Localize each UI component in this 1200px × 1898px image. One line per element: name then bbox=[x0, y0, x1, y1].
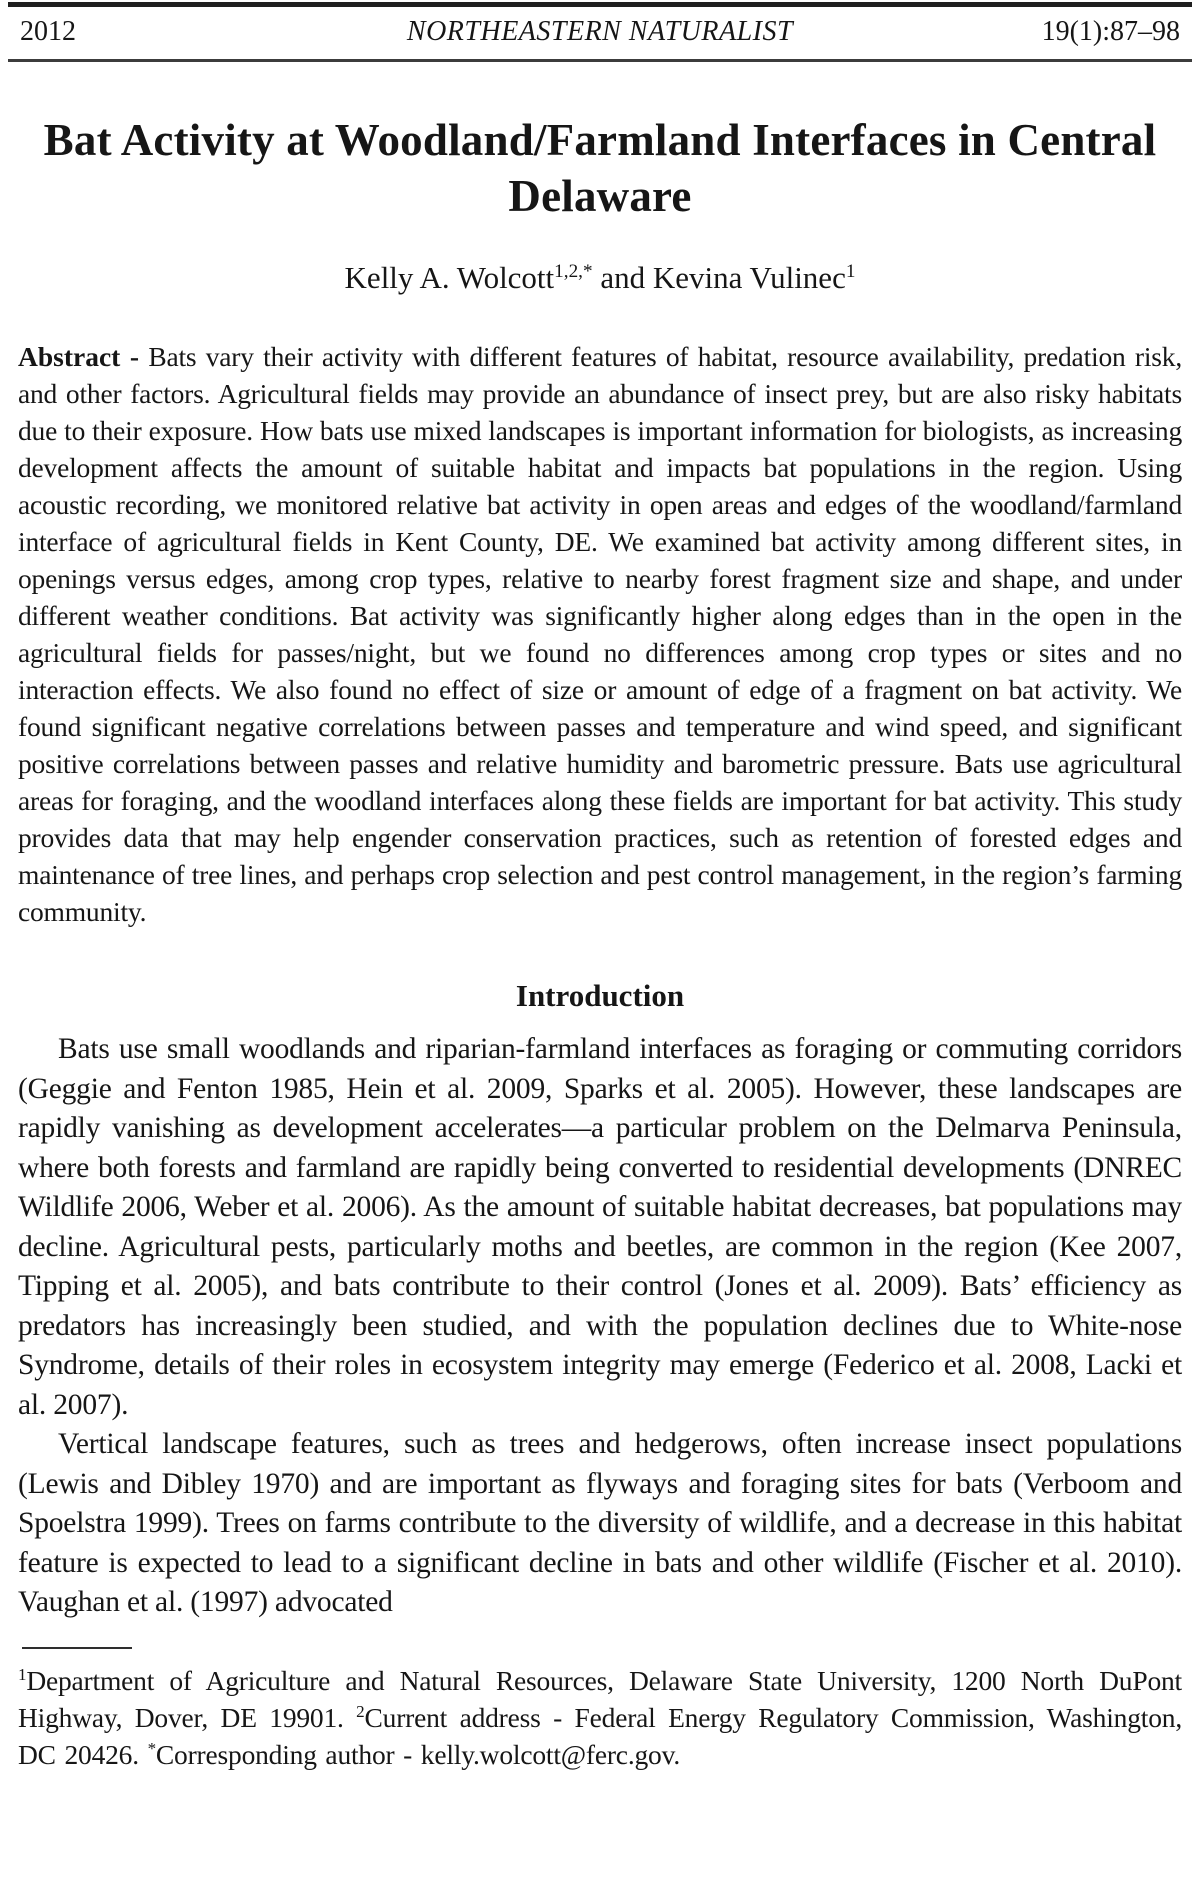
footnote-affiliation-2: Current address - Federal Energy Regulatory Commission, Washington, DC 20426. bbox=[18, 1701, 1182, 1770]
footnote-corresponding-author: Corresponding author - kelly.wolcott@ferc.gov. bbox=[155, 1738, 681, 1770]
introduction-paragraph-1: Bats use small woodlands and riparian-farmland interfaces as foraging or commuting corridors (Geggie and Fenton 1985, Hein et al. 2009, Sparks et al. 2005). However, these landscapes are rapidly vanishing as development accelerates—a particular problem on the Delmarva Peninsula, where both forests and farmland are rapidly being converted to residential developments (DNREC Wildlife 2006, Weber et al. 2006). As the amount of suitable habitat decreases, bat populations may decline. Agricultural pests, particularly moths and beetles, are common in the region (Kee 2007, Tipping et al. 2005), and bats contribute to their control (Jones et al. 2009). Bats’ efficiency as predators has increasingly been studied, and with the population declines due to White-nose Syndrome, details of their roles in ecosystem integrity may emerge (Federico et al. 2008, Lacki et al. 2007). bbox=[18, 1033, 1182, 1421]
footnote-paragraph bbox=[18, 1662, 1182, 1773]
journal-masthead bbox=[18, 7, 1182, 59]
introduction-heading: Introduction bbox=[515, 978, 685, 1013]
author-name: Kelly A. Wolcott bbox=[344, 260, 555, 295]
footnote-marker-1: 1 bbox=[18, 1665, 27, 1685]
author-separator: and bbox=[592, 260, 653, 295]
author-name: Kevina Vulinec bbox=[652, 260, 846, 295]
abstract-paragraph bbox=[18, 338, 1182, 930]
author-line bbox=[18, 260, 1182, 296]
masthead-volume-pages: 19(1):87–98 bbox=[1041, 16, 1180, 47]
journal-page bbox=[0, 2, 1200, 1898]
author-superscript: 1 bbox=[845, 261, 856, 283]
masthead-rule bbox=[8, 59, 1192, 62]
abstract-label: Abstract - bbox=[18, 341, 140, 372]
masthead-journal-title: NORTHEASTERN NATURALIST bbox=[406, 16, 794, 47]
article-title: Bat Activity at Woodland/Farmland Interfaces in Central Delaware bbox=[43, 115, 1157, 221]
masthead-year: 2012 bbox=[20, 16, 76, 47]
introduction-paragraph-2: Vertical landscape features, such as trees and hedgerows, often increase insect populations (Lewis and Dibley 1970) and are important as flyways and foraging sites for bats (Verboom and Spoelstra 1999). Trees on farms contribute to the diversity of wildlife, and a decrease in this habitat feature is expected to lead to a significant decline in bats and other wildlife (Fischer et al. 2010). Vaughan et al. (1997) advocated bbox=[18, 1428, 1182, 1618]
author-superscript: 1,2,* bbox=[554, 261, 593, 283]
footnote-marker-2: 2 bbox=[356, 1702, 365, 1722]
footnote-affiliation-1: Department of Agriculture and Natural Resources, Delaware State University, 1200 North DuPont Highway, Dover, DE 19901. bbox=[18, 1664, 1182, 1733]
footnote-rule bbox=[22, 1647, 132, 1649]
footnote-marker-corresponding: * bbox=[147, 1739, 156, 1759]
abstract-text: Bats vary their activity with different features of habitat, resource availability, predation risk, and other factors. Agricultural fields may provide an abundance of insect prey, but are also risky habitats due to their exposure. How bats use mixed landscapes is important information for biologists, as increasing development affects the amount of suitable habitat and impacts bat populations in the region. Using acoustic recording, we monitored relative bat activity in open areas and edges of the woodland/farmland interface of agricultural fields in Kent County, DE. We examined bat activity among different sites, in openings versus edges, among crop types, relative to nearby forest fragment size and shape, and under different weather conditions. Bat activity was significantly higher along edges than in the open in the agricultural fields for passes/night, but we found no differences among crop types or sites and no interaction effects. We also found no effect of size or amount of edge of a fragment on bat activity. We found significant negative correlations between passes and temperature and wind speed, and significant positive correlations between passes and relative humidity and barometric pressure. Bats use agricultural areas for foraging, and the woodland interfaces along these fields are important for bat activity. This study provides data that may help engender conservation practices, such as retention of forested edges and maintenance of tree lines, and perhaps crop selection and pest control management, in the region’s farming community. bbox=[18, 341, 1182, 927]
footnote-block bbox=[18, 1647, 1182, 1773]
